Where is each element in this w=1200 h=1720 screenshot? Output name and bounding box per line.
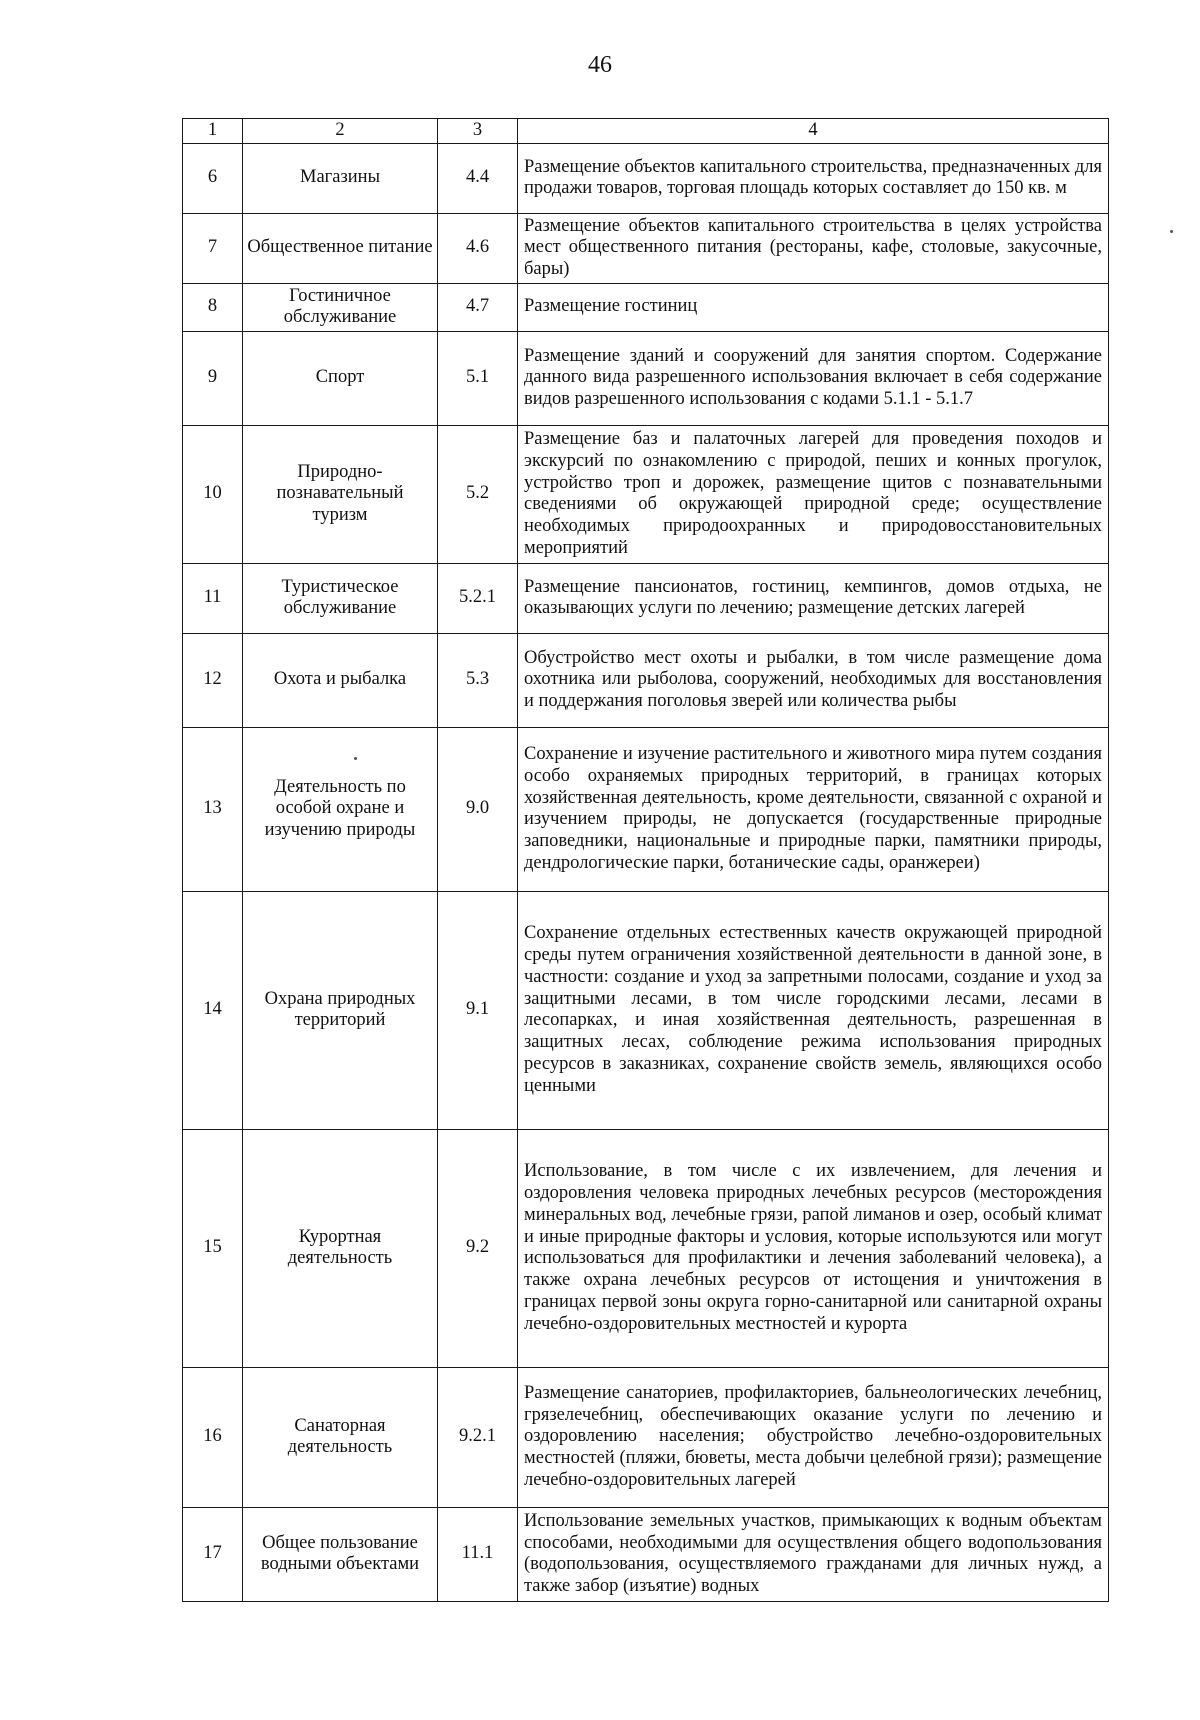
land-use-description: Размещение объектов капитального строительства в целях устройства мест общественного питания (рестораны, кафе, столовые, закусочные, бары) [518, 213, 1109, 283]
land-use-name: Магазины [243, 143, 438, 213]
land-use-code: 9.1 [438, 891, 518, 1129]
land-use-code: 11.1 [438, 1507, 518, 1601]
row-number: 15 [183, 1129, 243, 1367]
land-use-name: Общее пользование водными объектами [243, 1507, 438, 1601]
land-use-code: 4.7 [438, 283, 518, 331]
row-number: 14 [183, 891, 243, 1129]
table-row [183, 213, 1109, 283]
table-row [183, 143, 1109, 213]
land-use-description: Размещение баз и палаточных лагерей для проведения походов и экскурсий по ознакомлению с природой, пеших и конных прогулок, устройство троп и дорожек, размещение щитов с познавательными сведениями об окружающей природной среде; осуществление необходимых природоохранных и природовосстановительных мероприятий [518, 425, 1109, 563]
land-use-name: Курортная деятельность [243, 1129, 438, 1367]
row-number: 8 [183, 283, 243, 331]
land-use-description: Обустройство мест охоты и рыбалки, в том числе размещение дома охотника или рыболова, сооружений, необходимых для восстановления и поддержания поголовья зверей или количества рыбы [518, 633, 1109, 727]
row-number: 6 [183, 143, 243, 213]
land-use-code: 5.3 [438, 633, 518, 727]
header-cell: 3 [438, 119, 518, 144]
table-row [183, 563, 1109, 633]
table-row [183, 1367, 1109, 1507]
row-number: 9 [183, 331, 243, 425]
table-row [183, 1507, 1109, 1601]
table-row [183, 891, 1109, 1129]
land-use-code: 5.2.1 [438, 563, 518, 633]
land-use-description: Размещение гостиниц [518, 283, 1109, 331]
land-use-code: 4.4 [438, 143, 518, 213]
land-use-description: Размещение зданий и сооружений для занятия спортом. Содержание данного вида разрешенного использования включает в себя содержание видов разрешенного использования с кодами 5.1.1 - 5.1.7 [518, 331, 1109, 425]
row-number: 17 [183, 1507, 243, 1601]
land-use-name: Охота и рыбалка [243, 633, 438, 727]
land-use-description: Размещение санаториев, профилакториев, бальнеологических лечебниц, грязелечебниц, обеспечивающих оказание услуги по лечению и оздоровлению населения; обустройство лечебно-оздоровительных местностей (пляжи, бюветы, места добычи целебной грязи); размещение лечебно-оздоровительных лагерей [518, 1367, 1109, 1507]
row-number: 7 [183, 213, 243, 283]
scan-speck [1170, 230, 1173, 233]
table-row [183, 331, 1109, 425]
land-use-code: 9.2 [438, 1129, 518, 1367]
land-use-description: Размещение пансионатов, гостиниц, кемпингов, домов отдыха, не оказывающих услуги по лечению; размещение детских лагерей [518, 563, 1109, 633]
land-use-name: Санаторная деятельность [243, 1367, 438, 1507]
land-use-description: Использование, в том числе с их извлечением, для лечения и оздоровления человека природных лечебных ресурсов (месторождения минеральных вод, лечебные грязи, рапой лиманов и озер, особый климат и иные природные факторы и условия, которые используются или могут использоваться для профилактики и лечения заболеваний человека), а также охрана лечебных ресурсов от истощения и уничтожения в границах первой зоны округа горно-санитарной или санитарной охраны лечебно-оздоровительных местностей и курорта [518, 1129, 1109, 1367]
header-cell: 1 [183, 119, 243, 144]
land-use-description: Размещение объектов капитального строительства, предназначенных для продажи товаров, торговая площадь которых составляет до 150 кв. м [518, 143, 1109, 213]
table-row [183, 633, 1109, 727]
header-cell: 4 [518, 119, 1109, 144]
land-use-name: Деятельность по особой охране и изучению природы [243, 727, 438, 891]
land-use-table [182, 118, 1109, 1602]
land-use-code: 9.0 [438, 727, 518, 891]
land-use-code: 5.2 [438, 425, 518, 563]
header-cell: 2 [243, 119, 438, 144]
land-use-description: Сохранение отдельных естественных качеств окружающей природной среды путем ограничения хозяйственной деятельности в данной зоне, в частности: создание и уход за запретными полосами, создание и уход за защитными лесами, в том числе городскими лесами, лесами в лесопарках, и иная хозяйственная деятельность, разрешенная в защитных лесах, соблюдение режима использования природных ресурсов в заказниках, сохранение свойств земель, являющихся особо ценными [518, 891, 1109, 1129]
land-use-name: Общественное питание [243, 213, 438, 283]
land-use-name: Природно-познавательный туризм [243, 425, 438, 563]
land-use-code: 4.6 [438, 213, 518, 283]
table-header-row [183, 119, 1109, 144]
land-use-description: Сохранение и изучение растительного и животного мира путем создания особо охраняемых природных территорий, в границах которых хозяйственная деятельность, кроме деятельности, связанной с охраной и изучением природы, не допускается (государственные природные заповедники, национальные и природные парки, памятники природы, дендрологические парки, ботанические сады, оранжереи) [518, 727, 1109, 891]
row-number: 12 [183, 633, 243, 727]
land-use-name: Гостиничное обслуживание [243, 283, 438, 331]
land-use-name: Охрана природных территорий [243, 891, 438, 1129]
page-number: 46 [588, 52, 612, 78]
land-use-code: 5.1 [438, 331, 518, 425]
land-use-name: Туристическое обслуживание [243, 563, 438, 633]
table-row [183, 1129, 1109, 1367]
land-use-code: 9.2.1 [438, 1367, 518, 1507]
table-row [183, 283, 1109, 331]
row-number: 16 [183, 1367, 243, 1507]
land-use-name: Спорт [243, 331, 438, 425]
table-row [183, 727, 1109, 891]
land-use-description: Использование земельных участков, примыкающих к водным объектам способами, необходимыми для осуществления общего водопользования (водопользования, осуществляемого гражданами для личных нужд, а также забор (изъятие) водных [518, 1507, 1109, 1601]
row-number: 10 [183, 425, 243, 563]
table-row [183, 425, 1109, 563]
row-number: 11 [183, 563, 243, 633]
row-number: 13 [183, 727, 243, 891]
